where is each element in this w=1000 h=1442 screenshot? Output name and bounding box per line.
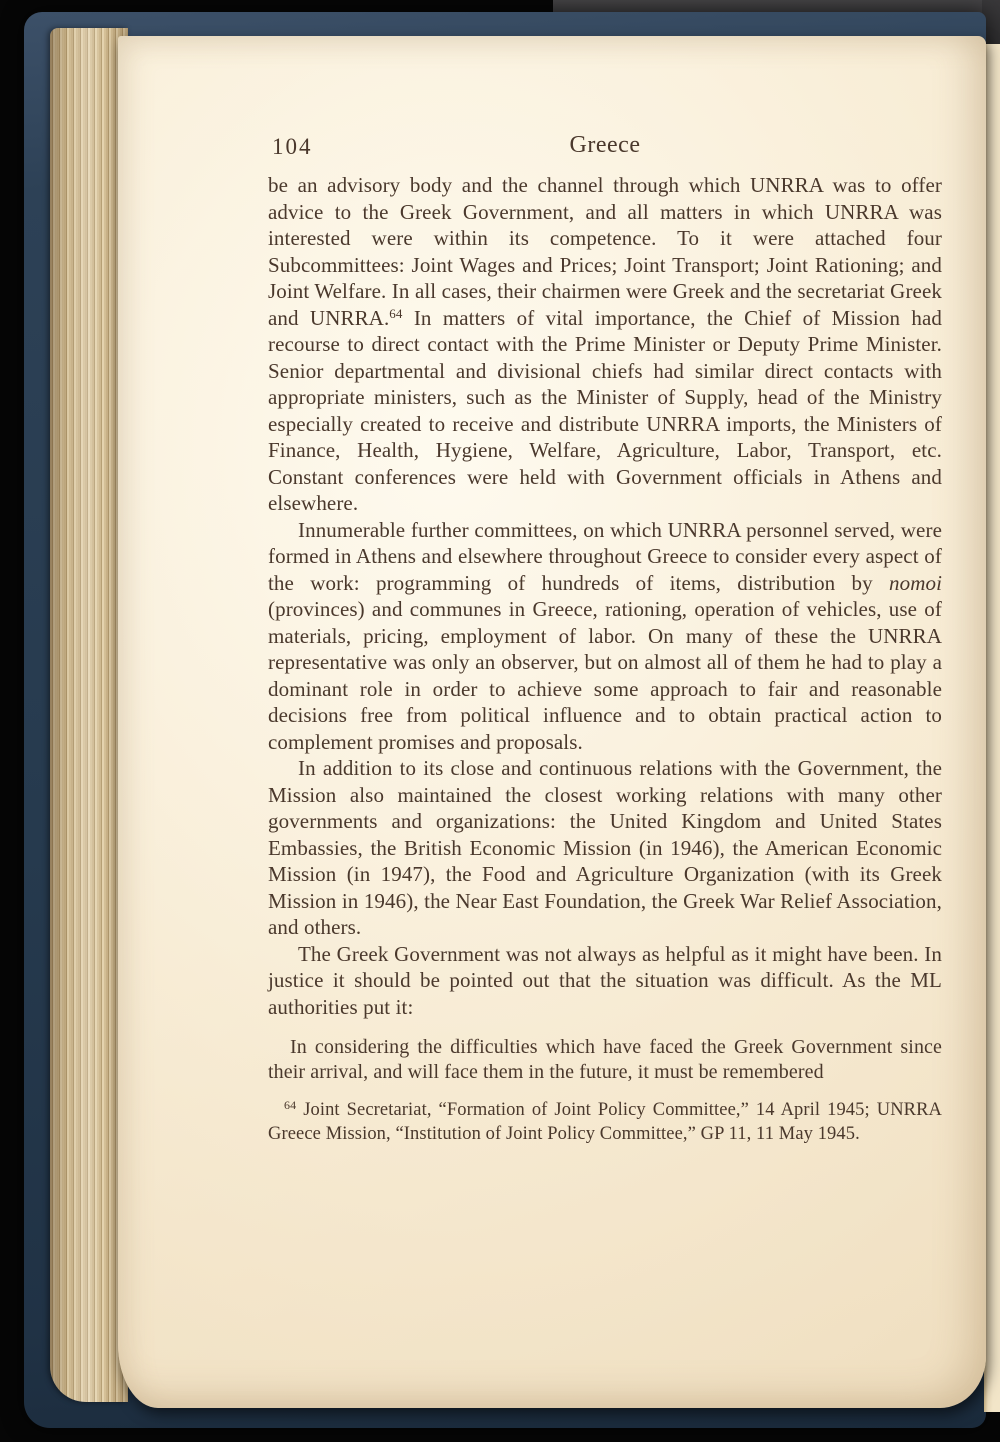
text-column bbox=[268, 132, 942, 1146]
footnote-text: Joint Secretariat, “Formation of Joint Policy Committee,” 14 April 1945; UNRRA Greece Mission, “Institution of Joint Policy Committee,” GP 11, 11 May 1945. bbox=[268, 1100, 942, 1144]
paragraph-1-text-before-ref: be an advisory body and the channel through which UNRRA was to offer advice to the Greek Government, and all matters in which UNRRA was interested were within its competence. To it were attached four Subcommittees: Joint Wages and Prices; Joint Transport; Joint Rationing; and Joint Welfare. In all cases, their chairmen were Greek and the secretariat Greek and UNRRA. bbox=[268, 173, 942, 330]
block-quote: In considering the difficulties which have faced the Greek Government since their arrival, and will face them in the future, it must be remembered bbox=[268, 1036, 942, 1083]
paragraph-2-text-before-italic: Innumerable further committees, on which UNRRA personnel served, were formed in Athens and elsewhere throughout Greece to consider every aspect of the work: programming of hundreds of items, distribution by bbox=[268, 517, 942, 595]
page-number: 104 bbox=[272, 134, 313, 159]
body-paragraph-3: In addition to its close and continuous relations with the Government, the Mission also maintained the closest working relations with many other governments and organizations: the United Kingdom and United States Embassies, the British Economic Mission (in 1946), the American Economic Mission (in 1947), the Food and Agriculture Organization (with its Greek Mission in 1946), the Near East Foundation, the Greek War Relief Association, and others. bbox=[268, 756, 942, 939]
body-paragraph-4: The Greek Government was not always as helpful as it might have been. In justice it should be pointed out that the situation was difficult. As the ML authorities put it: bbox=[268, 941, 942, 1019]
page-header bbox=[268, 132, 942, 172]
next-page-edge bbox=[984, 44, 1000, 1412]
paragraph-2-text-after-italic: (provinces) and communes in Greece, rationing, operation of vehicles, use of materials, pricing, employment of labor. On many of these the UNRRA representative was only an observer, but on almost all of them he had to play a dominant role in order to achieve some approach to fair and reasonable decisions free from political influence and to obtain practical action to complement promises and proposals. bbox=[268, 597, 942, 754]
running-head: Greece bbox=[569, 132, 641, 158]
italic-term-nomoi: nomoi bbox=[889, 570, 942, 595]
footnote-reference-64: 64 bbox=[389, 305, 403, 321]
paragraph-1-text-after-ref: In matters of vital importance, the Chief of Mission had recourse to direct contact with the Prime Minister or Deputy Prime Minister. Senior departmental and divisional chiefs had similar direct contacts with appropriate ministers, such as the Minister of Supply, head of the Ministry especially created to receive and distribute UNRRA imports, the Ministers of Finance, Health, Hygiene, Welfare, Agriculture, Labor, Transport, etc. Constant conferences were held with Government officials in Athens and elsewhere. bbox=[268, 305, 942, 515]
footnote-number: 64 bbox=[284, 1098, 297, 1112]
book-page bbox=[118, 36, 986, 1408]
body-paragraph-1 bbox=[268, 172, 942, 517]
page-edge-stack bbox=[50, 28, 128, 1402]
footnote bbox=[268, 1099, 942, 1146]
body-paragraph-2 bbox=[268, 517, 942, 756]
